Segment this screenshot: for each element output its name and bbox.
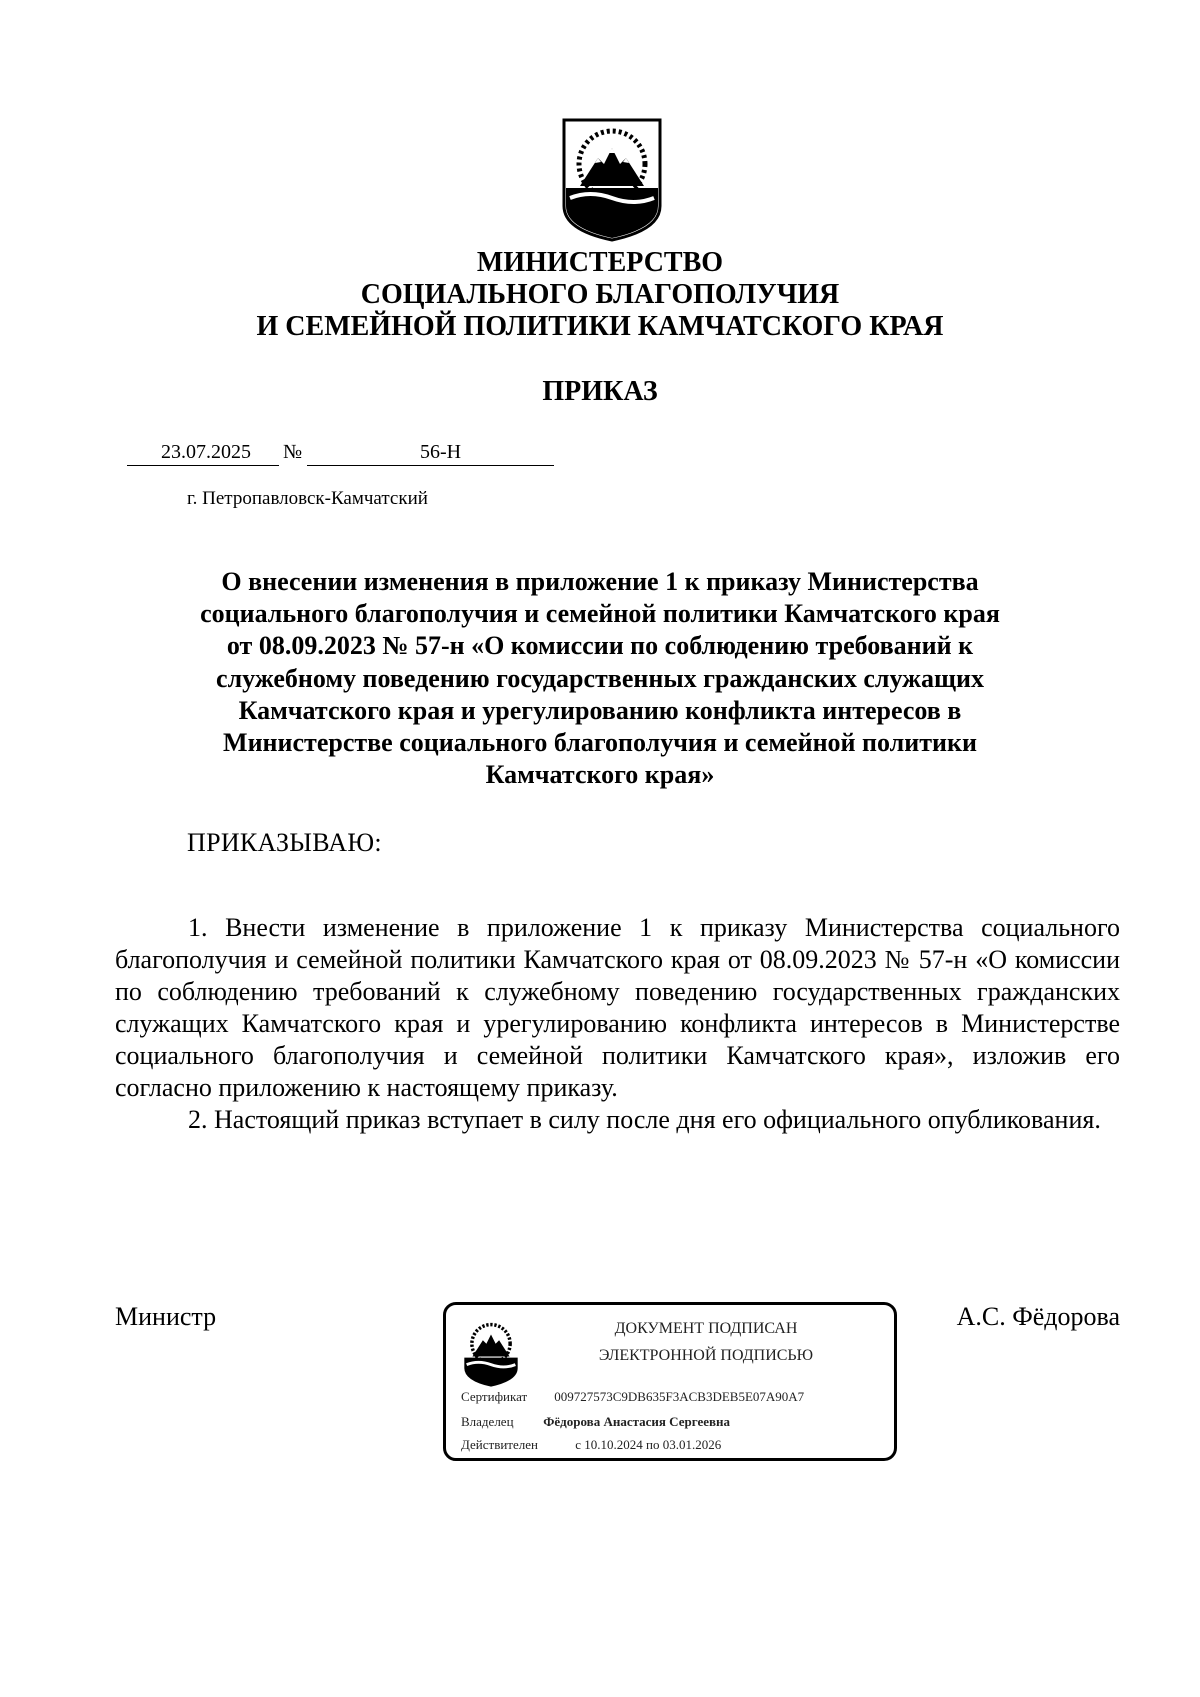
paragraph-2: 2. Настоящий приказ вступает в силу после дня его официального опубликования.: [188, 1105, 1101, 1134]
validity-label: Действителен: [461, 1437, 538, 1452]
certificate-value: 009727573C9DB635F3ACB3DEB5E07A90A7: [554, 1389, 805, 1404]
kamchatka-coat-of-arms-icon: [462, 1317, 520, 1389]
owner-value: Фёдорова Анастасия Сергеевна: [543, 1414, 731, 1429]
subject-line: Камчатского края и урегулированию конфликта интересов в: [238, 695, 962, 725]
registration-line: [127, 441, 554, 471]
subject-line: от 08.09.2023 № 57-н «О комиссии по соблюдению требований к: [226, 631, 974, 661]
subject-line: служебному поведению государственных гражданских служащих: [216, 663, 984, 693]
ministry-line-1: МИНИСТЕРСТВО: [476, 247, 724, 278]
ministry-line-2: СОЦИАЛЬНОГО БЛАГОПОЛУЧИЯ: [360, 279, 840, 310]
certificate-row: [461, 1389, 804, 1405]
subject-line: Министерстве социального благополучия и семейной политики: [223, 728, 977, 758]
document-body: [115, 912, 1120, 1136]
document-number: 56-Н: [420, 441, 462, 463]
stamp-title-line-2: ЭЛЕКТРОННОЙ ПОДПИСЬЮ: [598, 1347, 814, 1364]
owner-row: [461, 1414, 730, 1430]
document-subject: [150, 566, 1050, 791]
order-word: ПРИКАЗЫВАЮ:: [187, 828, 382, 857]
kamchatka-coat-of-arms-icon: [562, 118, 662, 242]
signer-position: Министр: [115, 1302, 217, 1331]
certificate-label: Сертификат: [461, 1389, 528, 1404]
city: г. Петропавловск-Камчатский: [187, 488, 428, 509]
validity-value: с 10.10.2024 по 03.01.2026: [575, 1437, 722, 1452]
validity-row: [461, 1437, 721, 1453]
subject-line: Камчатского края»: [485, 760, 715, 790]
paragraph-1: 1. Внести изменение в приложение 1 к приказу Министерства социального благополучия и семейной политики Камчатского края от 08.09.2023 № 57-н «О комиссии по соблюдению требований к служебному поведению государственных гражданских служащих Камчатского края и урегулированию конфликта интересов в Министерстве социального благополучия и семейной политики Камчатского края», изложив его согласно приложению к настоящему приказу.: [115, 913, 1120, 1102]
electronic-signature-stamp: [443, 1302, 897, 1461]
stamp-title-line-1: ДОКУМЕНТ ПОДПИСАН: [614, 1320, 798, 1337]
signer-name: А.С. Фёдорова: [956, 1302, 1120, 1331]
document-date: 23.07.2025: [161, 441, 251, 463]
ministry-name: [0, 247, 1200, 343]
subject-line: социального благополучия и семейной политики Камчатского края: [200, 599, 1000, 629]
subject-line: О внесении изменения в приложение 1 к приказу Министерства: [221, 567, 979, 596]
number-sign: №: [283, 441, 303, 463]
stamp-title: [526, 1315, 886, 1369]
ministry-line-3: И СЕМЕЙНОЙ ПОЛИТИКИ КАМЧАТСКОГО КРАЯ: [256, 311, 944, 342]
owner-label: Владелец: [461, 1414, 514, 1429]
document-type: ПРИКАЗ: [542, 376, 658, 407]
